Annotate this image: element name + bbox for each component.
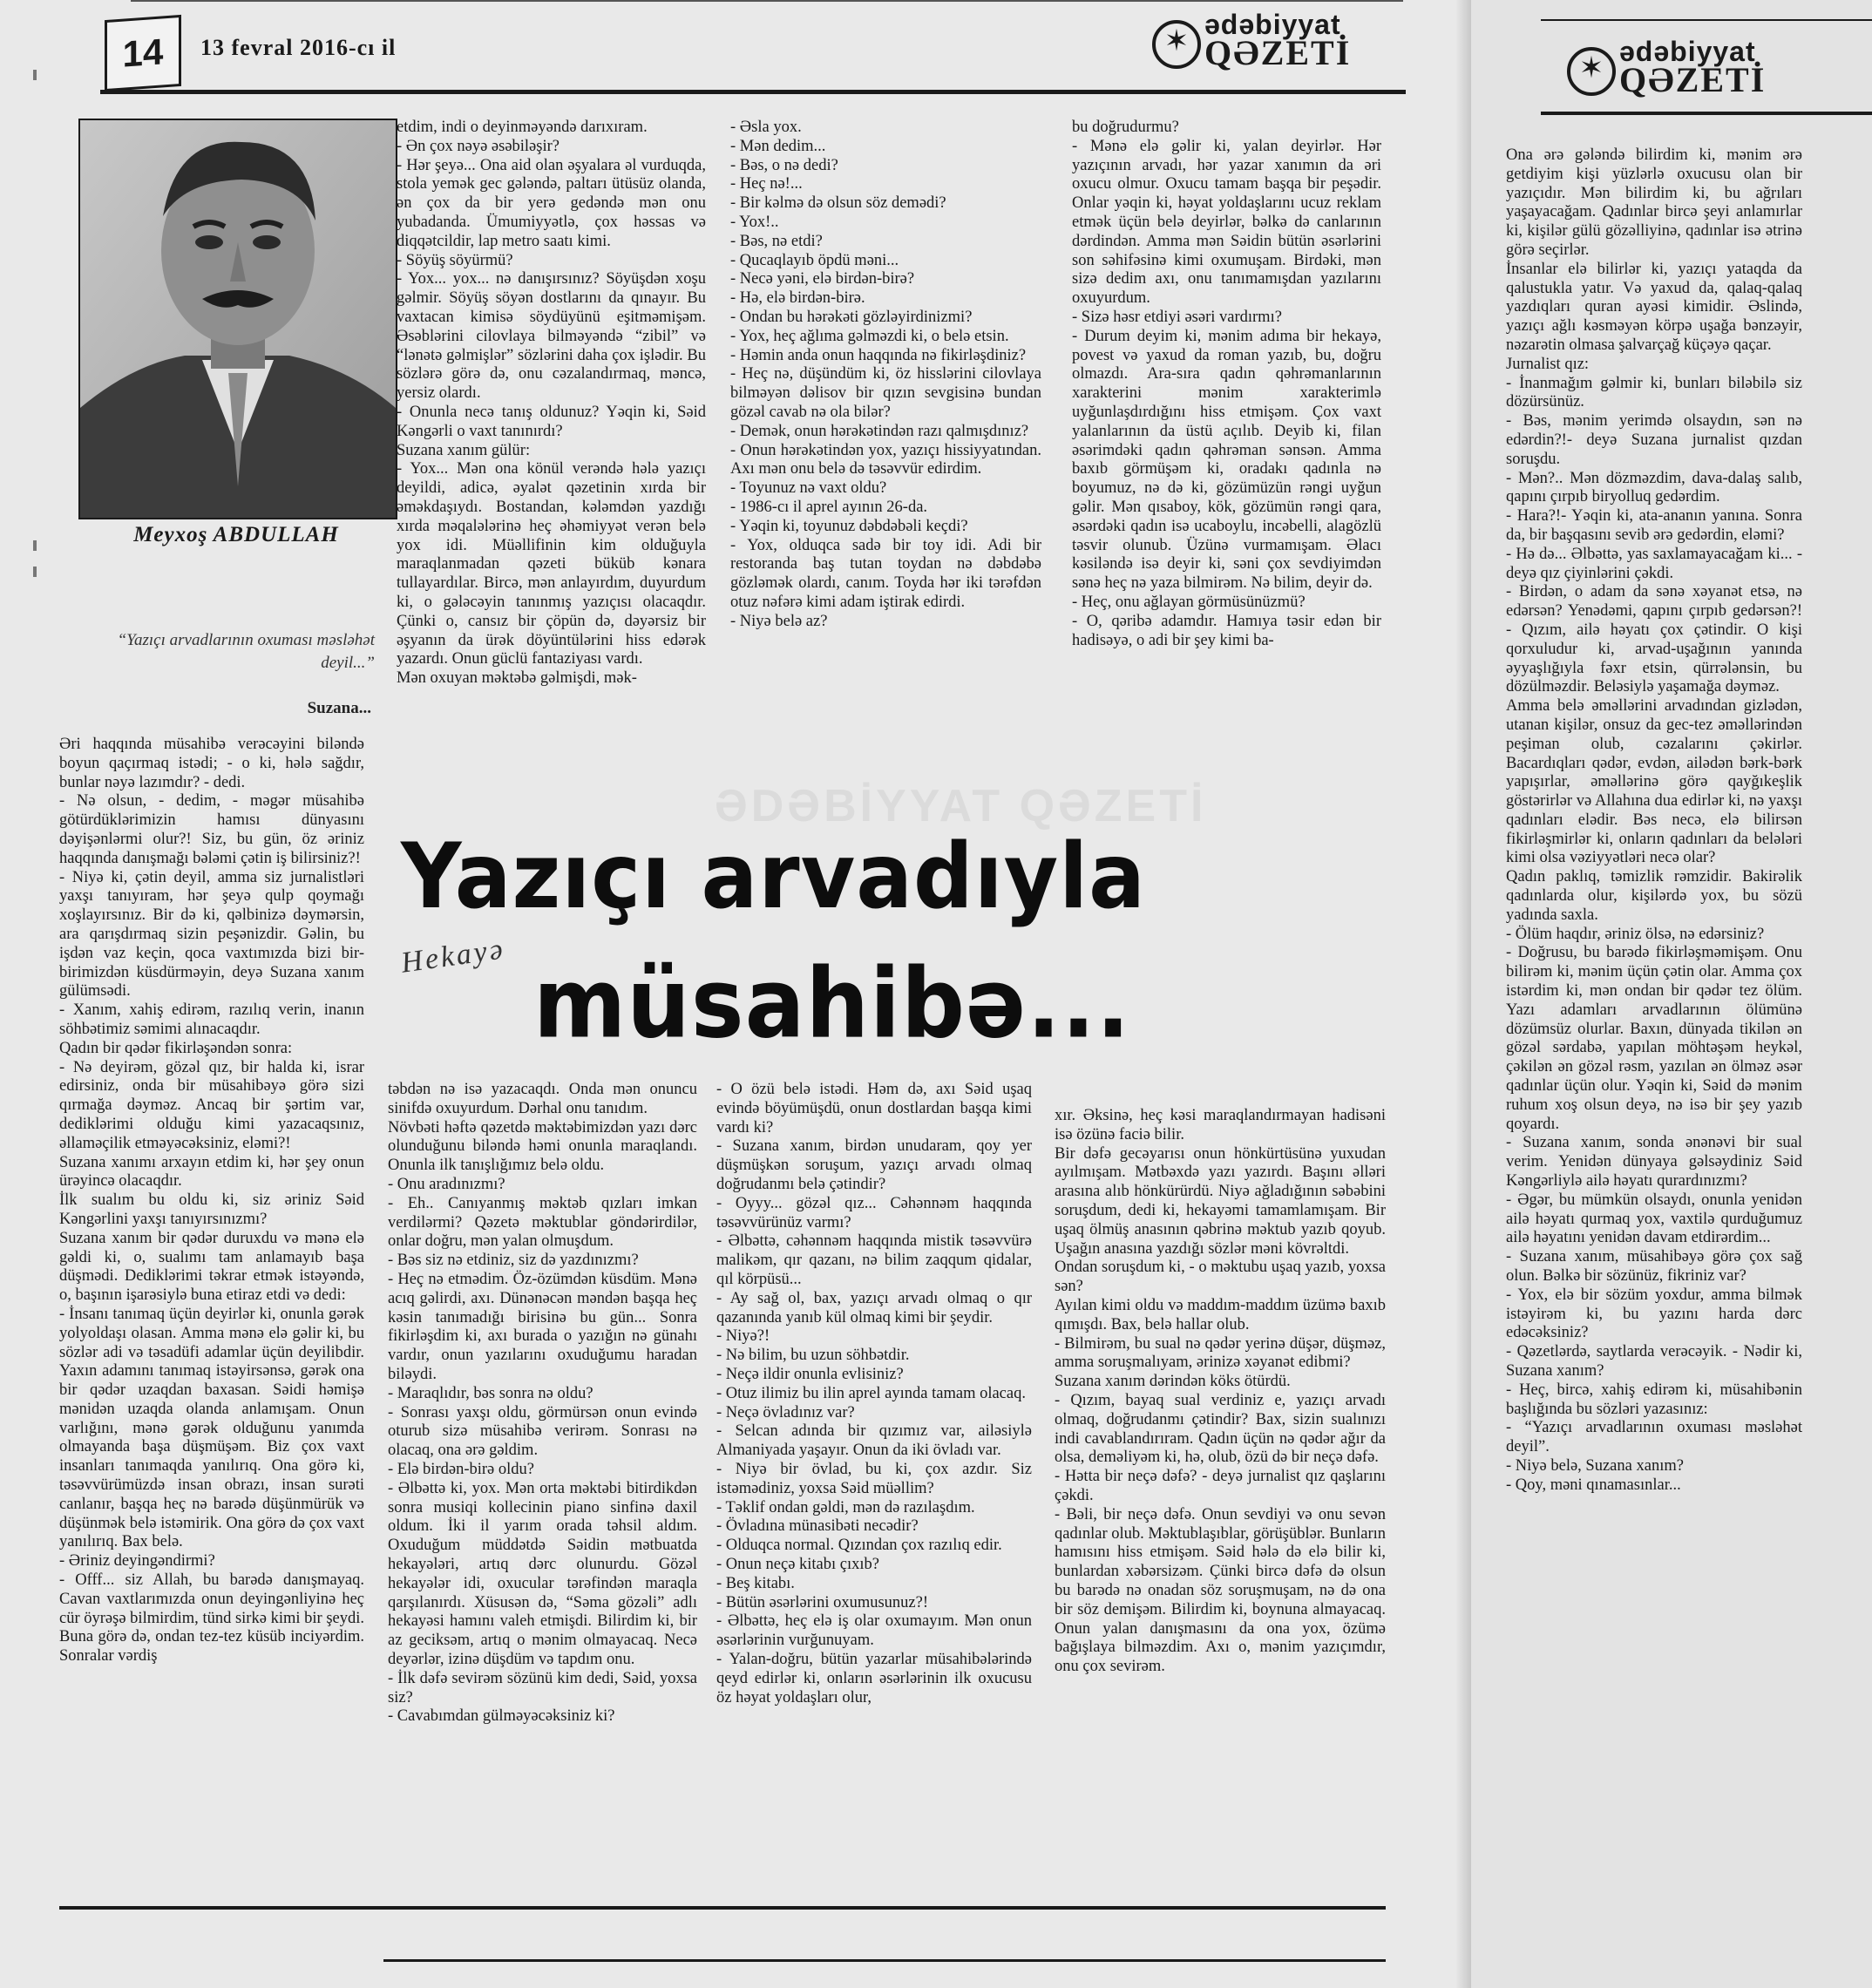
page-watermark: ƏDƏBİYYAT QƏZETİ [715,781,1207,831]
page-number-box [105,15,181,92]
right-column-text: Ona ərə gələndə bilirdim ki, mənim ərə getdiyim kişi yüzlərlə oxucusu olan bir yazıçıdır. Mən bilirdim ki, bu ağrıları yaşayacağam. Qadınlar bircə şeyi anlamırlar ki, kişilər gülü gözəlliyinə, qadınlar isə ətrinə görə seçirlər. İnsanlar elə bilirlər ki, yazıçı yataqda da qalustukla yatır. Və yaxud da, qalaq-qalaq yazdıqları quran ayəsi kimidir. Əslində, yazıçı ağlı kəsməyən körpə uşağa bənzəyir, nəzarətin olmasa şalvarçağ küçəyə qaçar. Jurnalist qız: - İnanmağım gəlmir ki, bunları biləbilə siz dözürsünüz. - Bəs, mənim yerimdə olsaydın, sən nə edərdin?!- deyə Suzana jurnalist qızdan soruşdu. - Mən?.. Mən dözməzdim, dava-dalaş salıb, qapını çırpıb biryolluq gedərdim. - Hara?!- Yəqin ki, ata-ananın yanına. Sonra da, bir başqasını sevib ərə gedərdin, eləmi? - Hə də... Əlbəttə, yas saxlamayacağam ki... - deyə qız çiyinlərini çəkdi. - Birdən, o adam da sənə xəyanət etsə, nə edərsən? Yenədəmi, qapını çırpıb gedərsən?! - Qızım, ailə həyatı çox çətindir. O kişi qorxuludur ki, arvad-uşağının yanında əyyaşlığıyla fəxr etsin, qürrələnsin, bu dözülməzdir. Beləsiylə yaşamağa dəyməz. Amma belə əməllərini arvadından gizlədən, utanan kişilər, onsuz da gec-tez əməllərindən peşiman olub, cəzalarını çəkirlər. Bacardıqları qədər, evdən, ailədən bərk-bərk yapışırlar, əməllərinə görə qayğıkeşlik göstərirlər və Allahına dua edirlər ki, nə yaxşı qadınları elədir. Bəs necə, elə bilirsən fikirləşmirlər ki, onların qadınları da belələri kimi olsa vəziyyətləri necə olar? Qadın paklıq, təmizlik rəmzidir. Bakirəlik qadınlarda olur, kişilərdə yox, bu sözü yadında saxla. - Ölüm haqdır, əriniz ölsə, nə edərsiniz? - Doğrusu, bu barədə fikirləşməmişəm. Onu bilirəm ki, mənim üçün çətin olar. Amma çox istərdim ki, mən ondan bir qədər tez ölüm. Yazı adamları arvadlarının ölümünə dözümsüz olurlar. Baxın, dünyada tikilən ən gözəl sərdabə, yapılan möhtəşəm heykəl, çəkilən ən gözəl rəsm, yazılan ən ölməz əsər qadınlar üçün olur. Yəqin ki, Səid də mənim ruhum xoş olsun deyə, nə isə bir şey yazıb qoyardı. - Suzana xanım, sonda ənənəvi bir sual verim. Yenidən dünyaya gəlsəydiniz Səid Kəngərliylə ailə həyatı qurardınızmı? - Əgər, bu mümkün olsaydı, onunla yenidən ailə həyatı qurmaq yox, vaxtilə qurduğumuz ailə həyatını yenidən davam etdirərdim... - Suzana xanım, müsahibəyə görə çox sağ olun. Bəlkə bir sözünüz, fikriniz var? - Yox, elə bir sözüm yoxdur, amma bilmək istəyirəm ki, bu yazını harda dərc edəcəksiniz? - Qəzetlərdə, saytlarda verəcəyik. - Nədir ki, Suzana xanım? - Heç, bircə, xahiş edirəm ki, müsahibənin başlığında bu sözləri yazasınız: - “Yazıçı arvadlarının oxuması məsləhət deyil”. - Niyə belə, Suzana xanım? - Qoy, məni qınamasınlar... [1506,146,1802,1494]
footer-rule [59,1906,1386,1910]
binding-mark [33,540,37,551]
issue-date: 13 fevral 2016-cı il [200,35,397,60]
article-column-1: Əri haqqında müsahibə verəcəyini biləndə boyun qaçırmaq istədi; - o ki, hələ sağdır, bunlar nəyə lazımdır? - dedi. - Nə olsun, - dedim, - məgər müsahibə götürdüklərimizin hamısı dünyasını dəyişənlərmi olur?! Siz, bu gün, öz əriniz haqqında danışmağı bələmi çətin iş bilirsiniz?! - Niyə ki, çətin deyil, amma siz jurnalistləri yaxşı tanıyıram, hər şeyə qulp qoymağı xoşlayırsınız. Bir də ki, qəlbinizə dəymərsin, ara qarışdırmaq sizin peşənizdir. Gəlin, bu işdən vaz keçin, qoca vaxtımızda bizi bir-birimizdən küsdürməyin, deyə Suzana xanım gülümsədi. - Xanım, xahiş edirəm, razılıq verin, inanın söhbətimiz səmimi alınacaqdır. Qadın bir qədər fikirləşəndən sonra: - Nə deyirəm, gözəl qız, bir halda ki, israr edirsiniz, onda bir müsahibəyə görə sizi qırmağa dəyməz. Ancaq bir şərtim var, dediklərimi olduğu kimi yazacaqsınız, əllaməçilik etməyəcəksiniz, eləmi?! Suzana xanımı arxayın etdim ki, hər şey onun ürəyincə olacaqdır. İlk sualım bu oldu ki, siz əriniz Səid Kəngərlini yaxşı tanıyırsınızmı? Suzana xanım bir qədər duruxdu və mənə elə gəldi ki, o, sualımı tam anlamayıb başa düşmədi. Dediklərimi təkrar etmək istəyəndə, o, başının işarəsiylə buna etiraz etdi və dedi: - İnsanı tanımaq üçün deyirlər ki, onunla gərək yolyoldaşı olasan. Amma mənə elə gəlir ki, bu sözlər adi və təsadüfi adamlar üçün deyilibdir. Yaxın adamını tanımaq istəyirsənsə, gərək ona bir qədər uzaqdan baxasan. Səidi həmişə mənidən uzaqda olanda anlamışam. Onun varlığını, mənə gərək olduğunu yanımda olmayanda başa düşmüşəm. Biz çox vaxt insanları tanımaqda yanılırıq. Ona görə ki, təsəvvürümüzdə insan obrazı, insan surəti canlanır, başqa heç nə barədə düşünmürük və düşünmək belə istəmirik. Ona görə də çox vaxt yanılırıq. Bax belə. - Əriniz deyingəndirmi? - Offf... siz Allah, bu barədə danışmayaq. Cavan vaxtlarımızda onun deyingənliyinə heç cür öyrəşə bilmirdim, tünd sirkə kimi bir şeydi. Buna görə də, ondan tez-tez küsüb inciyərdim. Sonralar vərdiş [59,736,364,1666]
author-photo [78,119,397,519]
author-portrait-image [80,120,396,518]
article-column-2-top: etdim, indi o deyinməyəndə darıxıram. - Ən çox nəyə əsəbiləşir? - Hər şeyə... Ona aid olan əşyalara əl vurduqda, stola yemək gec gələndə, paltarı ütüsüz olanda, ən çox da bir yerə gedəndə mən onu yubadanda. Ümumiyyətlə, çox həssas və diqqətcildir, lap metro saatı kimi. - Söyüş söyürmü? - Yox... yox... nə danışırsınız? Söyüşdən xoşu gəlmir. Söyüş söyən dostlarını da qınayır. Bu vaxtacan kimisə söydüyünü eşitməmişəm. Əsəblərini cilovlaya bilməyəndə “zibil” və “lənətə gəlmişlər” sözlərini daha çox işlədir. Bu sözlərə görə də, onu cəzalandırmaq, məncə, yersiz olardı. - Onunla necə tanış oldunuz? Yəqin ki, Səid Kəngərli o vaxt tanınırdı? Suzana xanım gülür: - Yox... Mən ona könül verəndə hələ yazıçı deyildi, adicə, əyalət qəzetinin xırda bir əməkdaşıydı. Bostandan, kələmdən yazdığı xırda məqalələrinə heç əhəmiyyət verən belə yox idi. Müəllifinin kim olduğuyla maraqlanmadan qəzeti büküb kənara tullayardılar. Bircə, mən anlayırdım, duyurdum ki, o gələcəyin tanınmış yazıçısı olacaqdır. Çünki o, cansız bir çöpün də, dəyərsiz bir əşyanın da ürək döyüntülərini hiss edərək yazardı. Onun güclü fantaziyası vardı. Mən oxuyan məktəbə gəlmişdi, mək- [397,119,706,688]
author-name: Meyxoş ABDULLAH [133,523,339,546]
masthead-bottom: QƏZETİ [1204,32,1352,72]
header-rule [100,90,1406,94]
right-top-rule [1541,19,1872,21]
binding-mark [33,70,37,80]
article-column-4-bottom: xır. Əksinə, heç kəsi maraqlandırmayan hadisəni isə özünə faciə bilir. Bir dəfə gecəyarısı onun hönkürtüsünə yuxudan ayılmışam. Mətbəxdə yazı yazırdı. Başını əlləri arasına alıb hönkürürdü. Niyə ağladığının səbəbini soruşdum, dedi ki, hekayəmi tamamlamışam. Bir uşaq ölmüş anasının qəbrinə məktub yazıb qoyub. Uşağın anasına yazdığı sözlər məni kövrəltdi. Ondan soruşdum ki, - o məktubu uşaq yazıb, yoxsa sən? Ayılan kimi oldu və maddım-maddım üzümə baxıb qımışdı. Bax, belə hallar olub. - Bilmirəm, bu sual nə qədər yerinə düşər, düşməz, amma soruşmalıyam, ərinizə xəyanət edibmi? Suzana xanım dərindən köks ötürdü. - Qızım, bayaq sual verdiniz e, yazıçı arvadı olmaq, doğrudanmı çətindir? Bax, sizin sualınızı indi cavablandırıram. Qadın üçün nə qədər ağır da olsa, deməliyəm ki, hə, olub, özü də bir neçə dəfə. - Hətta bir neçə dəfə? - deyə jurnalist qız qaşlarını çəkdi. - Bəli, bir neçə dəfə. Onun sevdiyi və onu sevən qadınlar olub. Məktublaşıblar, görüşüblər. Bunların hamısını hiss etmişəm. Səid hələ də elə bilir ki, bunlardan xəbərsizəm. Çünki bircə dəfə də olsun bu barədə nə onadan söz soruşmuşam, nə də ona bir söz demişəm. Bilirdim ki, boynuna almayacaq. Onun yalan danışmasını da ona yox, özümə bağışlaya bilməzdim. Axı o, mənim yazıçımdır, onu çox sevirəm. [1055,1107,1386,1676]
article-column-2-bottom: təbdən nə isə yazacaqdı. Onda mən onuncu sinifdə oxuyurdum. Dərhal onu tanıdım. Növbəti həftə qəzetdə məktəbimizdən yazı dərc olunduğunu biləndə həmi onunla maraqlandı. Onunla ilk tanışlığımız belə oldu. - Onu aradınızmı? - Eh.. Canıyanmış məktəb qızları imkan verdilərmi? Qəzetə məktublar göndərirdilər, onlar doğru, mən yalan olmuşdum. - Bəs siz nə etdiniz, siz də yazdınızmı? - Heç nə etmədim. Öz-özümdən küsdüm. Mənə acıq gəlirdi, axı. Dünənəcən məndən başqa heç kəsin tanımadığı birisinə bu gün... Sonra fikirləşdim ki, axı burada o yazığın nə günahı vardır, onun yazılarını oxuduğumu haradan biləydi. - Maraqlıdır, bəs sonra nə oldu? - Sonrası yaxşı oldu, görmürsən onun evində oturub sizə müsahibə verirəm. Sonrası nə olacaq, ona ərə gəldim. - Elə birdən-birə oldu? - Əlbəttə ki, yox. Mən orta məktəbi bitirdikdən sonra musiqi kollecinin piano sinfinə daxil oldum. İki il yarım orada təhsil aldım. Oxuduğum müddətdə Səidin mətbuatda hekayələri, artıq dərc olunurdu. Gözəl hekayələr idi, oxucular tərəfindən maraqla qarşılanırdı. Xüsusən də, “Səma gözəli” adlı hekayəsi hamını valeh etmişdi. Bilirdim ki, bir az geciksəm, artıq o mənim olmayacaq. Necə deyərlər, izinə düşdüm və tapdım onu. - İlk dəfə sevirəm sözünü kim dedi, Səid, yoxsa siz? - Cavabımdan gülməyəcəksiniz ki? [388,1081,697,1726]
article-column-3-top: - Əsla yox. - Mən dedim... - Bəs, o nə dedi? - Heç nə!... - Bir kəlmə də olsun söz demədi? - Yox!.. - Bəs, nə etdi? - Qucaqlayıb öpdü məni... - Necə yəni, elə birdən-birə? - Hə, elə birdən-birə. - Ondan bu hərəkəti gözləyirdinizmi? - Yox, heç ağlıma gəlməzdi ki, o belə etsin. - Həmin anda onun haqqında nə fikirləşdiniz? - Heç nə, düşündüm ki, öz hisslərini cilovlaya bilməyən dəlisov bir qızın sevgisinə bundan gözəl cavab nə ola bilər? - Demək, onun hərəkətindən razı qalmışdınız? - Onun hərəkətindən yox, yazıçı hissiyyatından. Axı mən onu belə də təsəvvür edirdim. - Toyunuz nə vaxt oldu? - 1986-cı il aprel ayının 26-da. - Yəqin ki, toyunuz dəbdəbəli keçdi? - Yox, olduqca sadə bir toy idi. Adi bir restoranda baş tutan toydan nə dəbdəbə gözləmək olardı, canım. Toyda hər iki tərəfdən otuz nəfərə kimi adam iştirak edirdi. - Niyə belə az? [730,119,1041,630]
article-headline-line2: müsahibə... [533,948,1131,1061]
right-header-rule [1541,112,1872,115]
newspaper-page-right [1471,0,1872,1988]
article-genre-label: Hekayə [399,933,507,980]
top-edge-rule [131,0,1403,2]
masthead-logo [1152,9,1352,72]
star-emblem-icon: ✶ [1567,47,1616,96]
binding-mark [33,567,37,577]
masthead-top: ədəbiyyat [1204,9,1341,40]
masthead-logo-right [1567,36,1767,99]
article-column-4-top: bu doğrudurmu? - Mənə elə gəlir ki, yalan deyirlər. Hər yazıçının arvadı, hər yazar xanımın da əri oxucu olmur. Oxucu tamam başqa bir peşədir. Onlar yəqin ki, həyat yoldaşlarını ucuz reklam etmək üçün belə deyirlər, bəlkə də canlarının dərdindən. Amma mən Səidin bütün əsərlərini son səhifəsinə kimi oxumuşam. Birdəki, mən sizə dedim axı, onu tanımamışdan yazılarını oxuyurdum. - Sizə həsr etdiyi əsəri vardırmı? - Durum deyim ki, mənim adıma bir hekayə, povest və yaxud da roman yazıb, bu, doğru olmazdı. Ara-sıra qadın qəhrəmanlarının xarakterini mənim xarakterimlə uyğunlaşdırdığını hiss etmişəm. Çox vaxt yalanlarının da üstü açılıb. Deyib ki, filan əsərimdəki qadın qəhrəman sənsən. Amma baxıb görmüşəm ki, oradakı qadınla nə boyumuz, nə də ki, gözümüzün rəngi uyğun gəlir. Mən qısaboy, kök, gözümün rəngi qara, əsərdəki qadın isə ucaboylu, incəbelli, alagözlü təsvir olunub. Üzünə vurmamışam. Əlacı kəsiləndə isə deyir ki, səni çox sevdiyimdən sənə heç nə yaza bilmirəm. Nə bilim, deyir də. - Heç, onu ağlayan görmüsünüzmü? - O, qəribə adamdır. Hamıya təsir edən bir hadisəyə, o adi bir şey kimi ba- [1072,119,1381,649]
article-headline-line1: Yazıçı arvadıyla [401,824,1146,929]
masthead-bottom-right: QƏZETİ [1619,59,1767,99]
epigraph-author: Suzana... [307,699,371,717]
footer-rule-lower [383,1959,1386,1962]
masthead-top-right: ədəbiyyat [1619,36,1756,67]
star-emblem-icon: ✶ [1152,20,1201,69]
article-column-3-bottom: - O özü belə istədi. Həm də, axı Səid uşaq evində böyümüşdü, onun dostlardan başqa kimi vardı ki? - Suzana xanım, birdən unudaram, qoy yer düşmüşkən soruşum, yazıçı arvadı olmaq doğrudanmı belə çətindir? - Oyyy... gözəl qız... Cəhənnəm haqqında təsəvvürünüz varmı? - Əlbəttə, cəhənnəm haqqında mistik təsəvvürə malikəm, qır qazanı, nə bilim zaqqum qidalar, qıl körpüsü... - Ay sağ ol, bax, yazıçı arvadı olmaq o qır qazanında yanıb kül olmaq kimi bir şeydir. - Niyə?! - Nə bilim, bu uzun söhbətdir. - Neçə ildir onunla evlisiniz? - Otuz ilimiz bu ilin aprel ayında tamam olacaq. - Neçə övladınız var? - Selcan adında bir qızımız var, ailəsiylə Almaniyada yaşayır. Onun da iki övladı var. - Niyə bir övlad, bu ki, çox azdır. Siz istəmədiniz, yoxsa Səid müəllim? - Təklif ondan gəldi, mən də razılaşdım. - Övladına münasibəti necədir? - Olduqca normal. Qızından çox razılıq edir. - Onun neçə kitabı çıxıb? - Beş kitabı. - Bütün əsərlərini oxumusunuz?! - Əlbəttə, heç elə iş olar oxumayım. Mən onun əsərlərinin vurğunuyam. - Yalan-doğru, bütün yazarlar müsahibələrində qeyd edirlər ki, onların əsərlərinin ilk oxucusu öz həyat yoldaşları olur, [716,1081,1032,1706]
epigraph-quote: “Yazıçı arvadlarının oxuması məsləhət deyil...” [117,631,375,672]
page-number: 14 [122,31,164,75]
